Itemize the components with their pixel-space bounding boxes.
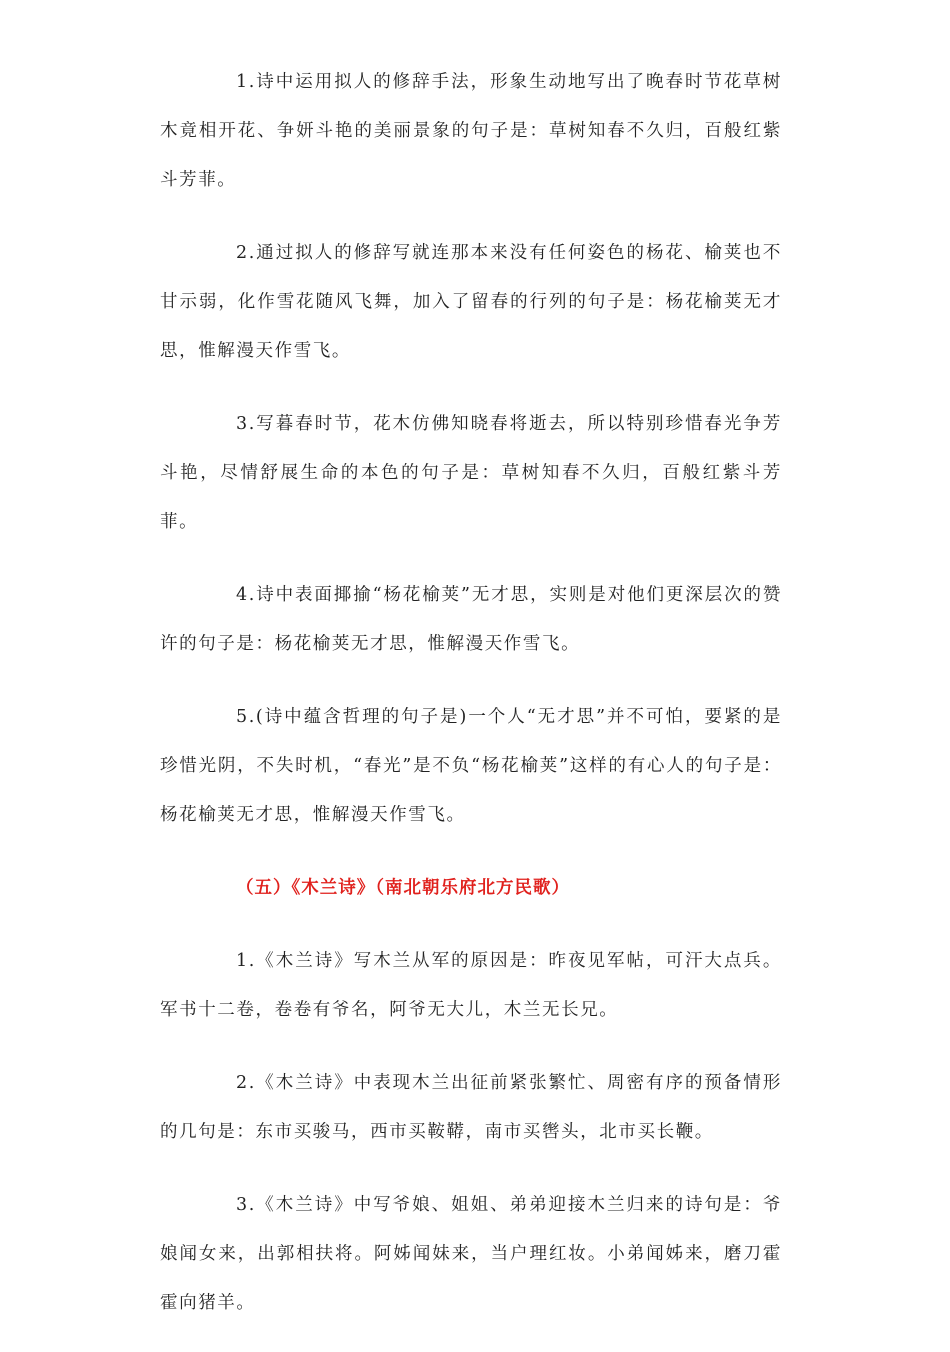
paragraph-s4-4: 4.诗中表面揶揄“杨花榆荚”无才思，实则是对他们更深层次的赞许的句子是：杨花榆荚无才思，惟解漫天作雪飞。 [160, 585, 782, 654]
paragraph-s4-1: 1.诗中运用拟人的修辞手法，形象生动地写出了晚春时节花草树木竟相开花、争妍斗艳的美丽景象的句子是：草树知春不久归，百般红紫斗芳菲。 [160, 72, 782, 190]
paragraph-s5-3: 3.《木兰诗》中写爷娘、姐姐、弟弟迎接木兰归来的诗句是：爷娘闻女来，出郭相扶将。阿姊闻妹来，当户理红妆。小弟闻姊来，磨刀霍霍向猪羊。 [160, 1195, 782, 1313]
document-page [160, 58, 782, 1352]
paragraph-s5-1: 1.《木兰诗》写木兰从军的原因是：昨夜见军帖，可汗大点兵。军书十二卷，卷卷有爷名，阿爷无大儿，木兰无长兄。 [160, 951, 782, 1020]
paragraph-s4-5: 5.(诗中蕴含哲理的句子是)一个人“无才思”并不可怕，要紧的是珍惜光阴，不失时机，“春光”是不负“杨花榆荚”这样的有心人的句子是：杨花榆荚无才思，惟解漫天作雪飞。 [160, 707, 782, 825]
paragraph-s5-2: 2.《木兰诗》中表现木兰出征前紧张繁忙、周密有序的预备情形的几句是：东市买骏马，西市买鞍鞯，南市买辔头，北市买长鞭。 [160, 1073, 782, 1142]
paragraph-s4-3: 3.写暮春时节，花木仿佛知晓春将逝去，所以特别珍惜春光争芳斗艳，尽情舒展生命的本色的句子是：草树知春不久归，百般红紫斗芳菲。 [160, 414, 782, 532]
section-heading-mulan: （五）《木兰诗》（南北朝乐府北方民歌） [236, 878, 570, 898]
paragraph-s4-2: 2.通过拟人的修辞写就连那本来没有任何姿色的杨花、榆荚也不甘示弱，化作雪花随风飞舞，加入了留春的行列的句子是：杨花榆荚无才思，惟解漫天作雪飞。 [160, 243, 782, 361]
